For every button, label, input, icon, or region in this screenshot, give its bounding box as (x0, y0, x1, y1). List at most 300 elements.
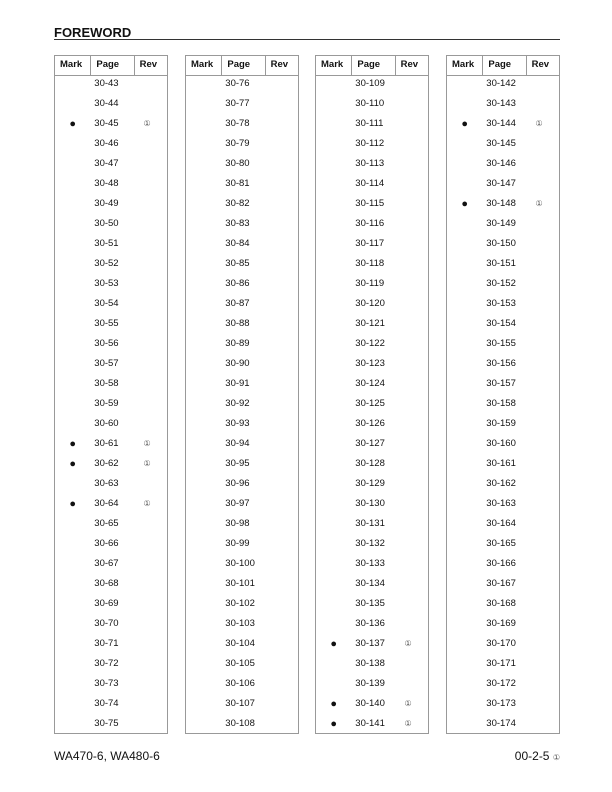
mark-cell (447, 654, 482, 674)
page-cell: 30-56 (94, 338, 119, 349)
page-cell: 30-102 (225, 598, 255, 609)
page-cell: 30-153 (486, 298, 516, 309)
table-row (55, 714, 167, 734)
page-cell: 30-90 (225, 358, 250, 369)
table-row (316, 74, 428, 94)
table-row (186, 234, 298, 254)
mark-cell (186, 474, 221, 494)
rev-cell (133, 614, 167, 634)
table-row (447, 534, 559, 554)
rev-cell (264, 234, 298, 254)
mark-cell (316, 374, 351, 394)
page-cell: 30-76 (225, 78, 250, 89)
rev-cell (264, 274, 298, 294)
rev-cell (264, 114, 298, 134)
table-row (186, 134, 298, 154)
rev-cell (133, 74, 167, 94)
mark-cell (447, 634, 482, 654)
table-row (316, 134, 428, 154)
rev-cell (525, 274, 559, 294)
rev-cell (525, 614, 559, 634)
page-cell: 30-113 (355, 158, 385, 169)
page-cell: 30-166 (486, 558, 516, 569)
mark-cell (447, 714, 482, 734)
mark-cell (447, 414, 482, 434)
mark-cell (186, 694, 221, 714)
rev-cell (394, 214, 428, 234)
table-header (186, 56, 298, 76)
mark-cell (316, 434, 351, 454)
revision-table (54, 55, 168, 734)
table-row (186, 554, 298, 574)
page-cell: 30-149 (486, 218, 516, 229)
rev-cell (525, 654, 559, 674)
table-row (316, 674, 428, 694)
rev-cell (525, 314, 559, 334)
table-row (316, 374, 428, 394)
mark-cell (186, 334, 221, 354)
page-cell: 30-94 (225, 438, 250, 449)
page-cell: 30-65 (94, 518, 119, 529)
page-header: Page (351, 56, 394, 75)
page-cell: 30-48 (94, 178, 119, 189)
mark-cell (186, 674, 221, 694)
page-cell: 30-64 (94, 498, 119, 509)
table-row (55, 234, 167, 254)
mark-cell (316, 594, 351, 614)
page-cell: 30-77 (225, 98, 250, 109)
page-cell: 30-69 (94, 598, 119, 609)
table-row (316, 234, 428, 254)
rev-cell (525, 354, 559, 374)
rev-cell (133, 354, 167, 374)
rev-cell (133, 714, 167, 734)
page-cell: 30-58 (94, 378, 119, 389)
rev-cell (133, 694, 167, 714)
page-cell: 30-156 (486, 358, 516, 369)
mark-cell: ● (69, 118, 76, 130)
table-row (186, 334, 298, 354)
rev-cell (525, 414, 559, 434)
rev-cell (525, 134, 559, 154)
table-row (186, 374, 298, 394)
page-cell: 30-105 (225, 658, 255, 669)
mark-cell (316, 574, 351, 594)
table-row (186, 714, 298, 734)
page-cell: 30-54 (94, 298, 119, 309)
table-row (186, 274, 298, 294)
table-row (447, 194, 559, 214)
page-cell: 30-99 (225, 538, 250, 549)
rev-header: Rev (134, 56, 167, 75)
page-cell: 30-145 (486, 138, 516, 149)
table-row (447, 74, 559, 94)
table-row (186, 354, 298, 374)
table-row (447, 694, 559, 714)
rev-cell (133, 314, 167, 334)
mark-cell (55, 94, 90, 114)
rev-cell (133, 154, 167, 174)
page-cell: 30-157 (486, 378, 516, 389)
page-cell: 30-55 (94, 318, 119, 329)
rev-cell (394, 654, 428, 674)
mark-cell (316, 74, 351, 94)
mark-cell (186, 374, 221, 394)
mark-cell (55, 634, 90, 654)
rev-cell (394, 134, 428, 154)
table-row (316, 254, 428, 274)
rev-cell (525, 174, 559, 194)
table-row (186, 454, 298, 474)
rev-header: Rev (265, 56, 298, 75)
rev-cell (264, 374, 298, 394)
page-cell: 30-125 (355, 398, 385, 409)
page-cell: 30-137 (355, 638, 385, 649)
mark-cell (447, 554, 482, 574)
page-cell: 30-134 (355, 578, 385, 589)
page-cell: 30-109 (355, 78, 385, 89)
page-cell: 30-141 (355, 718, 385, 729)
rev-cell: ① (143, 439, 151, 448)
mark-cell (316, 334, 351, 354)
page-cell: 30-154 (486, 318, 516, 329)
table-row (55, 194, 167, 214)
rev-header: Rev (395, 56, 428, 75)
page-cell: 30-120 (355, 298, 385, 309)
page-cell: 30-97 (225, 498, 250, 509)
rev-cell (133, 634, 167, 654)
page-cell: 30-71 (94, 638, 119, 649)
page-cell: 30-52 (94, 258, 119, 269)
rev-cell: ① (535, 199, 543, 208)
page-cell: 30-116 (355, 218, 385, 229)
table-row (186, 214, 298, 234)
table-row (316, 314, 428, 334)
page-cell: 30-59 (94, 398, 119, 409)
mark-cell (186, 494, 221, 514)
rev-cell (394, 374, 428, 394)
page-header: Page (482, 56, 525, 75)
page-cell: 30-130 (355, 498, 385, 509)
page-cell: 30-151 (486, 258, 516, 269)
table-row (447, 394, 559, 414)
table-row (55, 434, 167, 454)
table-row (55, 694, 167, 714)
mark-cell (55, 614, 90, 634)
page-cell: 30-121 (355, 318, 385, 329)
mark-cell (186, 254, 221, 274)
rev-cell (525, 474, 559, 494)
rev-cell (394, 594, 428, 614)
page-cell: 30-46 (94, 138, 119, 149)
page-cell: 30-164 (486, 518, 516, 529)
mark-cell (186, 514, 221, 534)
mark-cell: ● (461, 198, 468, 210)
table-row (55, 154, 167, 174)
page-cell: 30-57 (94, 358, 119, 369)
rev-cell (394, 194, 428, 214)
table-row (55, 174, 167, 194)
page-cell: 30-101 (225, 578, 255, 589)
table-row (186, 294, 298, 314)
mark-cell (55, 314, 90, 334)
rev-cell (394, 454, 428, 474)
table-row (316, 554, 428, 574)
mark-cell (447, 374, 482, 394)
rev-cell (133, 94, 167, 114)
page-cell: 30-148 (486, 198, 516, 209)
rev-cell (394, 174, 428, 194)
mark-cell (55, 234, 90, 254)
page-cell: 30-117 (355, 238, 385, 249)
table-row (447, 594, 559, 614)
table-row (316, 694, 428, 714)
page-cell: 30-139 (355, 678, 385, 689)
rev-cell (133, 394, 167, 414)
table-row (186, 254, 298, 274)
rev-cell (525, 74, 559, 94)
table-row (55, 654, 167, 674)
rev-cell (264, 534, 298, 554)
table-row (55, 254, 167, 274)
page-cell: 30-126 (355, 418, 385, 429)
rev-cell (264, 474, 298, 494)
rev-cell (394, 614, 428, 634)
revision-table (446, 55, 560, 734)
page-cell: 30-107 (225, 698, 255, 709)
mark-cell (447, 394, 482, 414)
rev-cell (133, 334, 167, 354)
mark-cell (55, 714, 90, 734)
page-cell: 30-152 (486, 278, 516, 289)
page-cell: 30-143 (486, 98, 516, 109)
mark-cell (447, 534, 482, 554)
mark-cell (55, 514, 90, 534)
mark-cell (447, 274, 482, 294)
rev-header: Rev (526, 56, 559, 75)
table-row (316, 94, 428, 114)
rev-cell (133, 234, 167, 254)
rev-cell (525, 594, 559, 614)
mark-cell (447, 174, 482, 194)
mark-cell (447, 134, 482, 154)
rev-cell (264, 414, 298, 434)
page-cell: 30-161 (486, 458, 516, 469)
rev-cell (525, 254, 559, 274)
table-row (447, 514, 559, 534)
table-row (316, 294, 428, 314)
mark-cell (316, 194, 351, 214)
rev-cell (394, 254, 428, 274)
page-cell: 30-144 (486, 118, 516, 129)
mark-cell (447, 514, 482, 534)
mark-cell (447, 614, 482, 634)
table-row (55, 414, 167, 434)
table-row (447, 574, 559, 594)
mark-cell (55, 534, 90, 554)
page-cell: 30-147 (486, 178, 516, 189)
table-row (316, 334, 428, 354)
table-row (447, 434, 559, 454)
rev-cell (264, 654, 298, 674)
rev-cell (133, 574, 167, 594)
table-row (55, 634, 167, 654)
mark-cell (55, 74, 90, 94)
rev-cell (133, 674, 167, 694)
page-cell: 30-171 (486, 658, 516, 669)
mark-header: Mark (452, 59, 475, 70)
page-cell: 30-133 (355, 558, 385, 569)
rev-cell: ① (143, 119, 151, 128)
page-cell: 30-85 (225, 258, 250, 269)
table-row (55, 594, 167, 614)
rev-cell (525, 694, 559, 714)
mark-cell (55, 594, 90, 614)
page-cell: 30-136 (355, 618, 385, 629)
rev-cell (525, 434, 559, 454)
rev-cell (394, 74, 428, 94)
table-row (186, 114, 298, 134)
mark-cell (447, 574, 482, 594)
table-row (447, 274, 559, 294)
table-row (447, 334, 559, 354)
page-cell: 30-119 (355, 278, 385, 289)
rev-cell (264, 254, 298, 274)
page-cell: 30-122 (355, 338, 385, 349)
rev-cell (394, 394, 428, 414)
revision-table (185, 55, 299, 734)
table-header (55, 56, 167, 76)
mark-cell (186, 294, 221, 314)
table-row (447, 114, 559, 134)
mark-cell (186, 434, 221, 454)
table-row (186, 314, 298, 334)
rev-cell (133, 374, 167, 394)
footer-models: WA470-6, WA480-6 (54, 749, 160, 763)
mark-cell (186, 134, 221, 154)
page-cell: 30-68 (94, 578, 119, 589)
mark-cell (55, 674, 90, 694)
mark-cell (316, 614, 351, 634)
page-cell: 30-170 (486, 638, 516, 649)
page-cell: 30-73 (94, 678, 119, 689)
table-row (55, 274, 167, 294)
page-cell: 30-66 (94, 538, 119, 549)
mark-cell (186, 714, 221, 734)
mark-cell (447, 674, 482, 694)
mark-cell (316, 254, 351, 274)
page-cell: 30-132 (355, 538, 385, 549)
page-cell: 30-50 (94, 218, 119, 229)
rev-cell (394, 414, 428, 434)
mark-cell (316, 554, 351, 574)
rev-cell (394, 674, 428, 694)
rev-cell: ① (143, 459, 151, 468)
mark-cell (186, 314, 221, 334)
page-cell: 30-118 (355, 258, 385, 269)
rev-cell: ① (535, 119, 543, 128)
mark-cell (447, 454, 482, 474)
table-row (186, 494, 298, 514)
mark-header: Mark (60, 59, 83, 70)
mark-cell: ● (330, 718, 337, 730)
table-row (186, 574, 298, 594)
table-row (55, 74, 167, 94)
page-cell: 30-123 (355, 358, 385, 369)
mark-cell (316, 394, 351, 414)
page-cell: 30-160 (486, 438, 516, 449)
table-row (55, 554, 167, 574)
mark-cell (55, 694, 90, 714)
mark-cell: ● (461, 118, 468, 130)
mark-cell (186, 234, 221, 254)
table-row (447, 154, 559, 174)
table-row (316, 434, 428, 454)
mark-cell (186, 634, 221, 654)
mark-cell (186, 574, 221, 594)
rev-cell (394, 294, 428, 314)
table-row (316, 274, 428, 294)
table-row (55, 614, 167, 634)
page-cell: 30-87 (225, 298, 250, 309)
rev-cell (525, 634, 559, 654)
page-cell: 30-110 (355, 98, 385, 109)
mark-cell (447, 214, 482, 234)
mark-cell: ● (69, 498, 76, 510)
mark-cell (186, 274, 221, 294)
mark-cell (447, 594, 482, 614)
table-row (316, 474, 428, 494)
page-cell: 30-72 (94, 658, 119, 669)
page-cell: 30-158 (486, 398, 516, 409)
table-row (186, 194, 298, 214)
table-row (447, 134, 559, 154)
page-cell: 30-115 (355, 198, 385, 209)
rev-cell (264, 674, 298, 694)
table-row (186, 474, 298, 494)
mark-cell (55, 334, 90, 354)
rev-cell (133, 254, 167, 274)
page-cell: 30-80 (225, 158, 250, 169)
page-cell: 30-49 (94, 198, 119, 209)
table-row (55, 674, 167, 694)
mark-cell (55, 214, 90, 234)
table-header (316, 56, 428, 76)
rev-cell (264, 614, 298, 634)
rev-cell (525, 334, 559, 354)
mark-cell (186, 154, 221, 174)
page-cell: 30-89 (225, 338, 250, 349)
mark-cell (447, 334, 482, 354)
mark-cell (186, 454, 221, 474)
mark-cell (316, 674, 351, 694)
mark-cell (447, 434, 482, 454)
rev-cell (264, 74, 298, 94)
table-row (316, 634, 428, 654)
mark-cell (55, 574, 90, 594)
mark-cell (316, 134, 351, 154)
mark-cell (186, 74, 221, 94)
mark-cell (186, 94, 221, 114)
page-cell: 30-62 (94, 458, 119, 469)
mark-cell (447, 474, 482, 494)
rev-cell (394, 114, 428, 134)
page-cell: 30-150 (486, 238, 516, 249)
page-header: Page (221, 56, 264, 75)
mark-cell (447, 74, 482, 94)
mark-cell (447, 694, 482, 714)
rev-cell (394, 234, 428, 254)
